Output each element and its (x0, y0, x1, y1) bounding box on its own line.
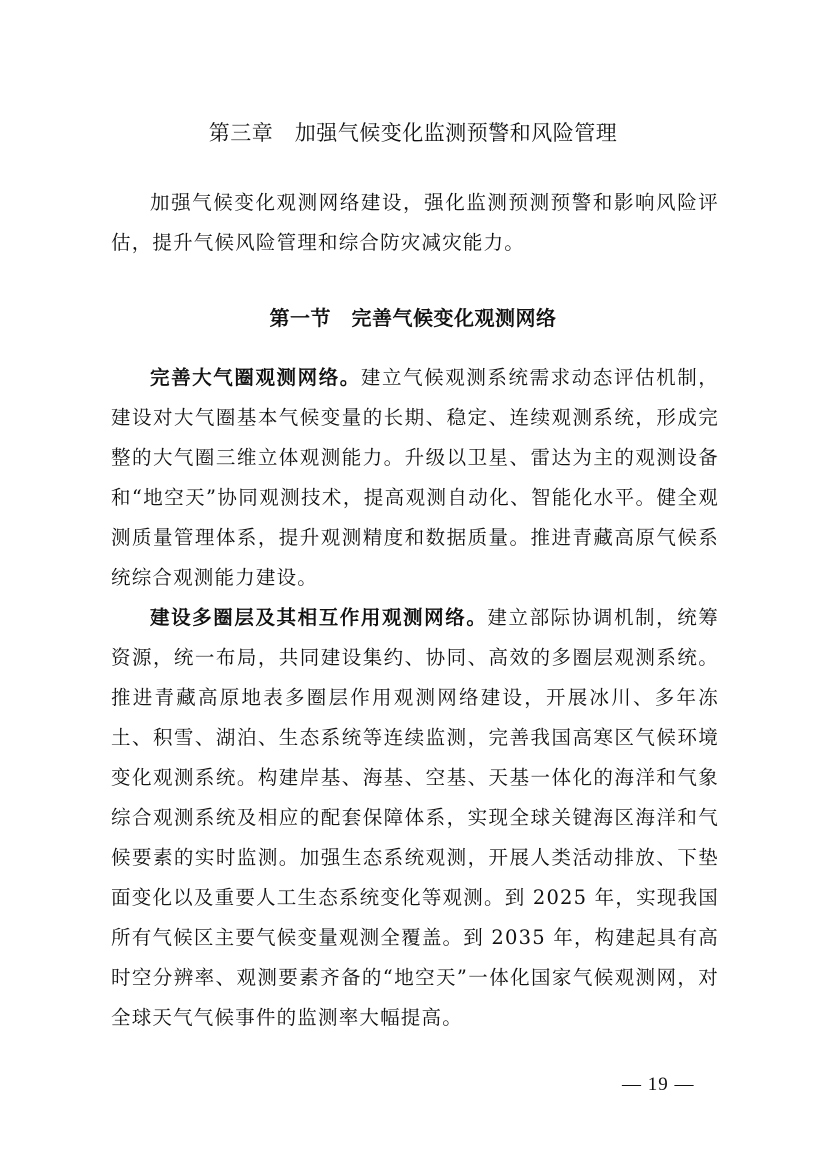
paragraph-atmosphere-network (111, 358, 719, 598)
chapter-title: 第三章 加强气候变化监测预警和风险管理 (208, 121, 618, 145)
page-number: — 19 — (622, 1074, 695, 1095)
chapter-intro-paragraph: 加强气候变化观测网络建设，强化监测预测预警和影响风险评估，提升气候风险管理和综合防灾减灾能力。 (111, 191, 719, 254)
paragraph-multi-sphere-network (111, 598, 719, 1038)
paragraph-body: 建立部际协调机制，统筹资源，统一布局，共同建设集约、协同、高效的多圈层观测系统。推进青藏高原地表多圈层作用观测网络建设，开展冰川、多年冻土、积雪、湖泊、生态系统等连续监测，完善我国高寒区气候环境变化观测系统。构建岸基、海基、空基、天基一体化的海洋和气象综合观测系统及相应的配套保障体系，实现全球关键海区海洋和气候要素的实时监测。加强生态系统观测，开展人类活动排放、下垫面变化以及重要人工生态系统变化等观测。到 2025 年，实现我国所有气候区主要气候变量观测全覆盖。到 2035 年，构建起具有高时空分辨率、观测要素齐备的“地空天”一体化国家气候观测网，对全球天气气候事件的监测率大幅提高。 (111, 606, 720, 1029)
paragraph-lead-heading: 完善大气圈观测网络。 (150, 366, 361, 389)
paragraph-lead-heading: 建设多圈层及其相互作用观测网络。 (150, 606, 488, 629)
section-title: 第一节 完善气候变化观测网络 (269, 306, 557, 330)
paragraph-body: 建立气候观测系统需求动态评估机制，建设对大气圈基本气候变量的长期、稳定、连续观测系统，形成完整的大气圈三维立体观测能力。升级以卫星、雷达为主的观测设备和“地空天”协同观测技术，提高观测自动化、智能化水平。健全观测质量管理体系，提升观测精度和数据质量。推进青藏高原气候系统综合观测能力建设。 (111, 366, 719, 589)
